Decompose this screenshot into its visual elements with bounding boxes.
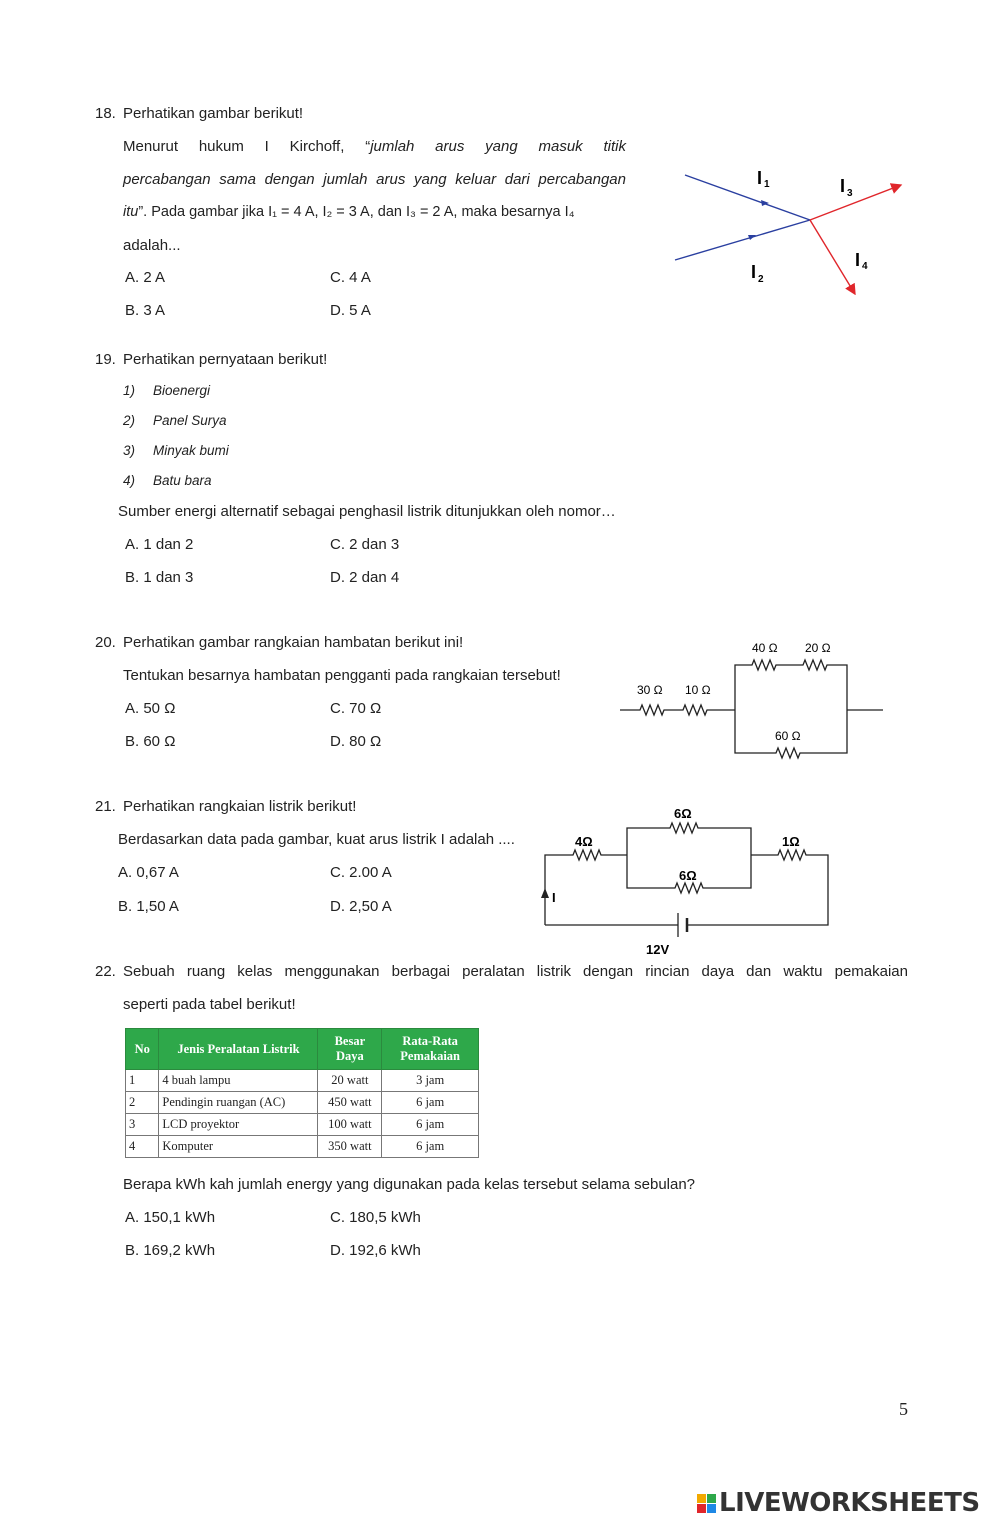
q22-option-d[interactable]: D. 192,6 kWh: [330, 1242, 421, 1259]
table-row: [126, 1114, 479, 1136]
i2-label: I $_2$: [751, 262, 764, 285]
r1-label: 1Ω: [782, 834, 800, 849]
left-wire-resistor: [545, 850, 627, 925]
q19-item-3: 3) Minyak bumi: [123, 443, 229, 458]
r60-label: 60 Ω: [775, 729, 801, 743]
q20-option-a[interactable]: A. 50 Ω: [125, 700, 176, 717]
q18-title: Perhatikan gambar berikut!: [123, 105, 304, 122]
q19-item-2: 2) Panel Surya: [123, 413, 227, 428]
r6-top-label: 6Ω: [674, 806, 692, 821]
r20-label: 20 Ω: [805, 641, 831, 655]
table-row: [126, 1136, 479, 1158]
q18-para-line1: Menurut hukum I Kirchoff, “jumlah arus yang masuk titik: [123, 138, 626, 155]
q18-option-c[interactable]: C. 4 A: [330, 269, 371, 286]
current-arrow-icon: [541, 888, 549, 898]
q20-title: Perhatikan gambar rangkaian hambatan berikut ini!: [123, 634, 464, 651]
liveworksheets-logo: [697, 1488, 980, 1518]
cell-daya: 450 watt: [318, 1092, 382, 1114]
i3-wire: [810, 185, 901, 220]
table-header-row: [126, 1029, 479, 1070]
current-label: I: [552, 890, 556, 905]
q19-option-c[interactable]: C. 2 dan 3: [330, 536, 400, 553]
i1-wire: [685, 175, 810, 220]
r10-label: 10 Ω: [685, 683, 711, 697]
cell-daya: 100 watt: [318, 1114, 382, 1136]
q18-para-line3: itu”. Pada gambar jika I₁ = 4 A, I₂ = 3 A, dan I₃ = 2 A, maka besarnya I₄: [123, 204, 575, 220]
q19-option-b[interactable]: B. 1 dan 3: [125, 569, 194, 586]
q19-option-d[interactable]: D. 2 dan 4: [330, 569, 400, 586]
cell-no: 2: [126, 1092, 159, 1114]
q21-title: Perhatikan rangkaian listrik berikut!: [123, 798, 357, 815]
header-pemakaian: Rata-Rata Pemakaian: [382, 1029, 479, 1070]
q18-para-line4: adalah...: [123, 237, 181, 254]
header-no: No: [126, 1029, 159, 1070]
q18-option-a[interactable]: A. 2 A: [125, 269, 166, 286]
i4-wire: [810, 220, 855, 294]
cell-daya: 350 watt: [318, 1136, 382, 1158]
series-parallel-circuit-diagram: [535, 800, 835, 960]
i4-label: I 4: [855, 250, 868, 272]
resistor-network-diagram: [615, 635, 890, 765]
header-jenis: Jenis Peralatan Listrik: [159, 1029, 318, 1070]
page-number: 5: [899, 1399, 908, 1419]
cell-waktu: 6 jam: [382, 1136, 479, 1158]
cell-jenis: Pendingin ruangan (AC): [159, 1092, 318, 1114]
q21-question: Berdasarkan data pada gambar, kuat arus listrik I adalah ....: [118, 831, 515, 848]
q20-question: Tentukan besarnya hambatan pengganti pada rangkaian tersebut!: [123, 667, 561, 684]
cell-no: 1: [126, 1070, 159, 1092]
q18-option-b[interactable]: B. 3 A: [125, 302, 166, 319]
q22-number: 22.: [95, 963, 116, 980]
r40-label: 40 Ω: [752, 641, 778, 655]
q20-number: 20.: [95, 634, 116, 651]
q20-option-b[interactable]: B. 60 Ω: [125, 733, 176, 750]
cell-daya: 20 watt: [318, 1070, 382, 1092]
q18-option-d[interactable]: D. 5 A: [330, 302, 371, 319]
i2-wire: [675, 220, 810, 260]
battery-label: 12V: [646, 942, 670, 957]
q20-option-c[interactable]: C. 70 Ω: [330, 700, 382, 717]
cell-no: 3: [126, 1114, 159, 1136]
header-daya: Besar Daya: [318, 1029, 382, 1070]
series-resistors: [620, 705, 735, 715]
top-branch: [627, 823, 751, 855]
kirchhoff-junction-diagram: [665, 160, 915, 305]
q22-question: Berapa kWh kah jumlah energy yang digunakan pada kelas tersebut selama sebulan?: [123, 1176, 696, 1193]
q19-title: Perhatikan pernyataan berikut!: [123, 351, 328, 368]
q22-option-c[interactable]: C. 180,5 kWh: [330, 1209, 421, 1226]
liveworksheets-logo-icon: [697, 1494, 716, 1513]
r6-mid-label: 6Ω: [679, 868, 697, 883]
q21-option-b[interactable]: B. 1,50 A: [118, 898, 179, 915]
table-row: [126, 1070, 479, 1092]
cell-waktu: 6 jam: [382, 1114, 479, 1136]
q21-number: 21.: [95, 798, 116, 815]
q20-option-d[interactable]: D. 80 Ω: [330, 733, 382, 750]
cell-waktu: 6 jam: [382, 1092, 479, 1114]
q21-option-c[interactable]: C. 2.00 A: [330, 864, 392, 881]
q19-item-4: 4) Batu bara: [123, 473, 212, 488]
upper-branch: [735, 660, 847, 710]
cell-jenis: Komputer: [159, 1136, 318, 1158]
q19-question: Sumber energi alternatif sebagai penghasil listrik ditunjukkan oleh nomor…: [118, 503, 616, 520]
q22-line2: seperti pada tabel berikut!: [123, 996, 296, 1013]
q22-option-a[interactable]: A. 150,1 kWh: [125, 1209, 216, 1226]
energy-usage-table: [125, 1028, 479, 1158]
q18-para-line2: percabangan sama dengan jumlah arus yang keluar dari percabangan: [123, 171, 626, 188]
q19-number: 19.: [95, 351, 116, 368]
brand-name: LIVEWORKSHEETS: [719, 1488, 980, 1518]
table-row: [126, 1092, 479, 1114]
q21-option-d[interactable]: D. 2,50 A: [330, 898, 392, 915]
cell-jenis: LCD proyektor: [159, 1114, 318, 1136]
i1-label: I 1: [757, 168, 770, 190]
i3-label: I $_3$: [840, 176, 853, 199]
q19-item-1: 1) Bioenergi: [123, 383, 211, 398]
q22-option-b[interactable]: B. 169,2 kWh: [125, 1242, 216, 1259]
cell-jenis: 4 buah lampu: [159, 1070, 318, 1092]
r4-label: 4Ω: [575, 834, 593, 849]
q21-option-a[interactable]: A. 0,67 A: [118, 864, 179, 881]
i2-arrow-icon: [748, 235, 756, 240]
q22-line1: Sebuah ruang kelas menggunakan berbagai peralatan listrik dengan rincian daya dan waktu pemakaian: [123, 963, 908, 980]
q19-option-a[interactable]: A. 1 dan 2: [125, 536, 194, 553]
cell-no: 4: [126, 1136, 159, 1158]
q18-number: 18.: [95, 105, 116, 122]
cell-waktu: 3 jam: [382, 1070, 479, 1092]
r30-label: 30 Ω: [637, 683, 663, 697]
